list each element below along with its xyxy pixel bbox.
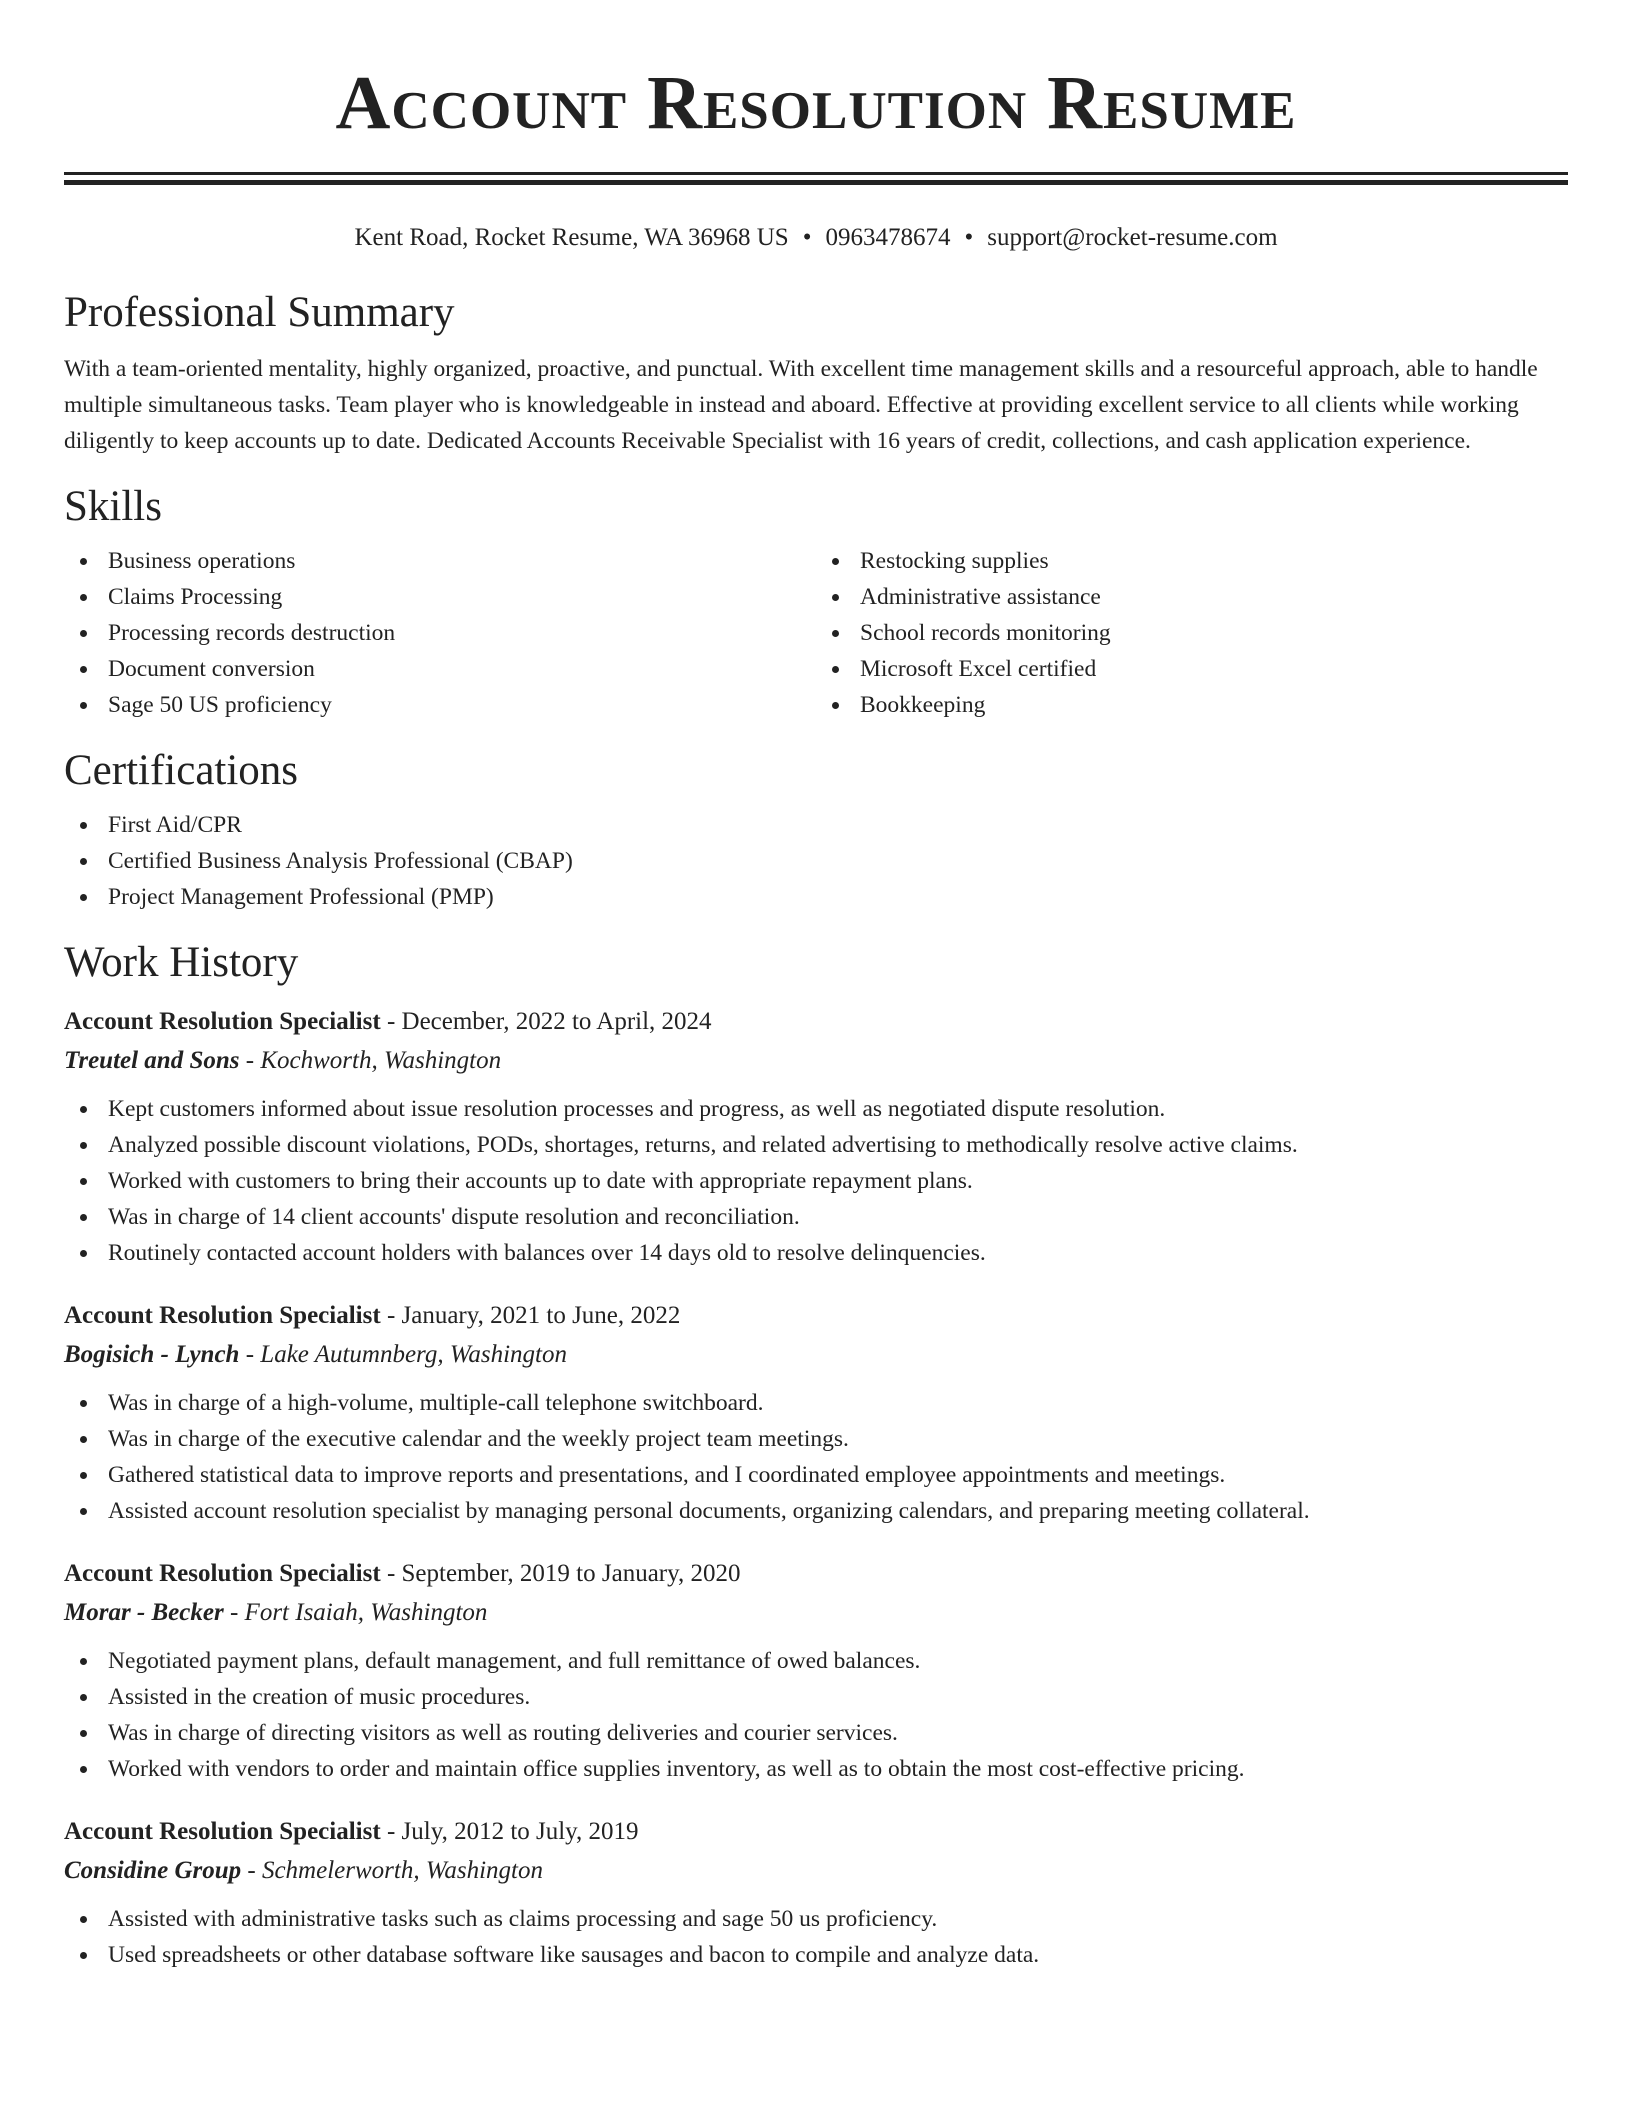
job-bullet: Was in charge of 14 client accounts' dispute resolution and reconciliation. — [64, 1199, 1568, 1235]
certification-item: Certified Business Analysis Professional (CBAP) — [64, 843, 1568, 879]
job-bullet: Used spreadsheets or other database software like sausages and bacon to compile and analyze data. — [64, 1937, 1568, 1973]
skill-item: Document conversion — [64, 651, 816, 687]
job-company: Considine Group — [64, 1857, 242, 1884]
skills-heading: Skills — [64, 483, 162, 530]
job-bullet: Worked with vendors to order and maintain office supplies inventory, as well as to obtain the most cost-effective pricing. — [64, 1751, 1568, 1787]
job-title-line — [64, 1813, 1568, 1851]
job-company-line — [64, 1593, 1568, 1633]
job-title: Account Resolution Specialist — [64, 1302, 381, 1329]
title-divider-thick — [64, 180, 1568, 185]
title-divider-thin — [64, 172, 1568, 175]
job-entry — [64, 1555, 1568, 1787]
job-bullets — [64, 1901, 1568, 1973]
skill-item: Bookkeeping — [816, 687, 1568, 723]
job-company-line — [64, 1041, 1568, 1081]
job-title: Account Resolution Specialist — [64, 1818, 381, 1845]
certifications-heading: Certifications — [64, 747, 299, 794]
contact-phone: 0963478674 — [825, 224, 951, 251]
job-dates: - January, 2021 to June, 2022 — [386, 1302, 681, 1329]
job-bullet: Analyzed possible discount violations, PODs, shortages, returns, and related advertising to methodically resolve active claims. — [64, 1127, 1568, 1163]
skill-item: Business operations — [64, 543, 816, 579]
skill-item: Claims Processing — [64, 579, 816, 615]
job-dates: - December, 2022 to April, 2024 — [386, 1008, 712, 1035]
job-bullet: Assisted in the creation of music procedures. — [64, 1679, 1568, 1715]
skill-item: Restocking supplies — [816, 543, 1568, 579]
skill-item: Microsoft Excel certified — [816, 651, 1568, 687]
job-company: Morar - Becker — [64, 1599, 224, 1626]
job-entry — [64, 1813, 1568, 1973]
skills-column-right — [816, 543, 1568, 723]
skill-item: Sage 50 US proficiency — [64, 687, 816, 723]
skill-item: Processing records destruction — [64, 615, 816, 651]
summary-heading: Professional Summary — [64, 289, 455, 336]
certifications-list — [64, 807, 1568, 915]
job-bullet: Was in charge of directing visitors as well as routing deliveries and courier services. — [64, 1715, 1568, 1751]
certification-item: Project Management Professional (PMP) — [64, 879, 1568, 915]
job-company: Treutel and Sons — [64, 1047, 240, 1074]
job-bullets — [64, 1091, 1568, 1271]
contact-separator: • — [964, 224, 974, 251]
job-company-line — [64, 1851, 1568, 1891]
summary-text: With a team-oriented mentality, highly organized, proactive, and punctual. With excellent time management skills and a resourceful approach, able to handle multiple simultaneous tasks. Team player who is knowledgeable in instead and aboard. Effective at providing excellent service to all clients while working diligently to keep accounts up to date. Dedicated Accounts Receivable Specialist with 16 years of credit, collections, and cash application experience. — [64, 356, 1538, 454]
job-bullet: Gathered statistical data to improve reports and presentations, and I coordinated employee appointments and meetings. — [64, 1457, 1568, 1493]
job-location: - Lake Autumnberg, Washington — [245, 1341, 568, 1368]
resume-title: Account Resolution Resume — [335, 61, 1297, 145]
certification-item: First Aid/CPR — [64, 807, 1568, 843]
job-location: - Schmelerworth, Washington — [247, 1857, 543, 1884]
job-location: - Fort Isaiah, Washington — [229, 1599, 488, 1626]
job-title: Account Resolution Specialist — [64, 1008, 381, 1035]
job-dates: - July, 2012 to July, 2019 — [386, 1818, 639, 1845]
job-title: Account Resolution Specialist — [64, 1560, 381, 1587]
job-title-line — [64, 1555, 1568, 1593]
job-bullets — [64, 1385, 1568, 1529]
contact-line — [64, 223, 1568, 253]
job-bullet: Kept customers informed about issue resolution processes and progress, as well as negotiated dispute resolution. — [64, 1091, 1568, 1127]
job-bullet: Negotiated payment plans, default management, and full remittance of owed balances. — [64, 1643, 1568, 1679]
job-bullet: Routinely contacted account holders with balances over 14 days old to resolve delinquencies. — [64, 1235, 1568, 1271]
job-bullets — [64, 1643, 1568, 1787]
skills-list — [64, 543, 1568, 723]
job-entry — [64, 1003, 1568, 1271]
job-dates: - September, 2019 to January, 2020 — [386, 1560, 741, 1587]
job-bullet: Was in charge of a high-volume, multiple-call telephone switchboard. — [64, 1385, 1568, 1421]
job-title-line — [64, 1297, 1568, 1335]
contact-separator: • — [802, 224, 812, 251]
job-bullet: Was in charge of the executive calendar and the weekly project team meetings. — [64, 1421, 1568, 1457]
skill-item: School records monitoring — [816, 615, 1568, 651]
job-entry — [64, 1297, 1568, 1529]
job-company: Bogisich - Lynch — [64, 1341, 240, 1368]
job-title-line — [64, 1003, 1568, 1041]
work-history-heading: Work History — [64, 939, 299, 986]
job-bullet: Assisted account resolution specialist by managing personal documents, organizing calendars, and preparing meeting collateral. — [64, 1493, 1568, 1529]
job-bullet: Worked with customers to bring their accounts up to date with appropriate repayment plans. — [64, 1163, 1568, 1199]
skill-item: Administrative assistance — [816, 579, 1568, 615]
job-location: - Kochworth, Washington — [245, 1047, 502, 1074]
skills-column-left — [64, 543, 816, 723]
job-company-line — [64, 1335, 1568, 1375]
job-bullet: Assisted with administrative tasks such as claims processing and sage 50 us proficiency. — [64, 1901, 1568, 1937]
contact-address: Kent Road, Rocket Resume, WA 36968 US — [354, 224, 789, 251]
contact-email: support@rocket-resume.com — [987, 224, 1278, 251]
